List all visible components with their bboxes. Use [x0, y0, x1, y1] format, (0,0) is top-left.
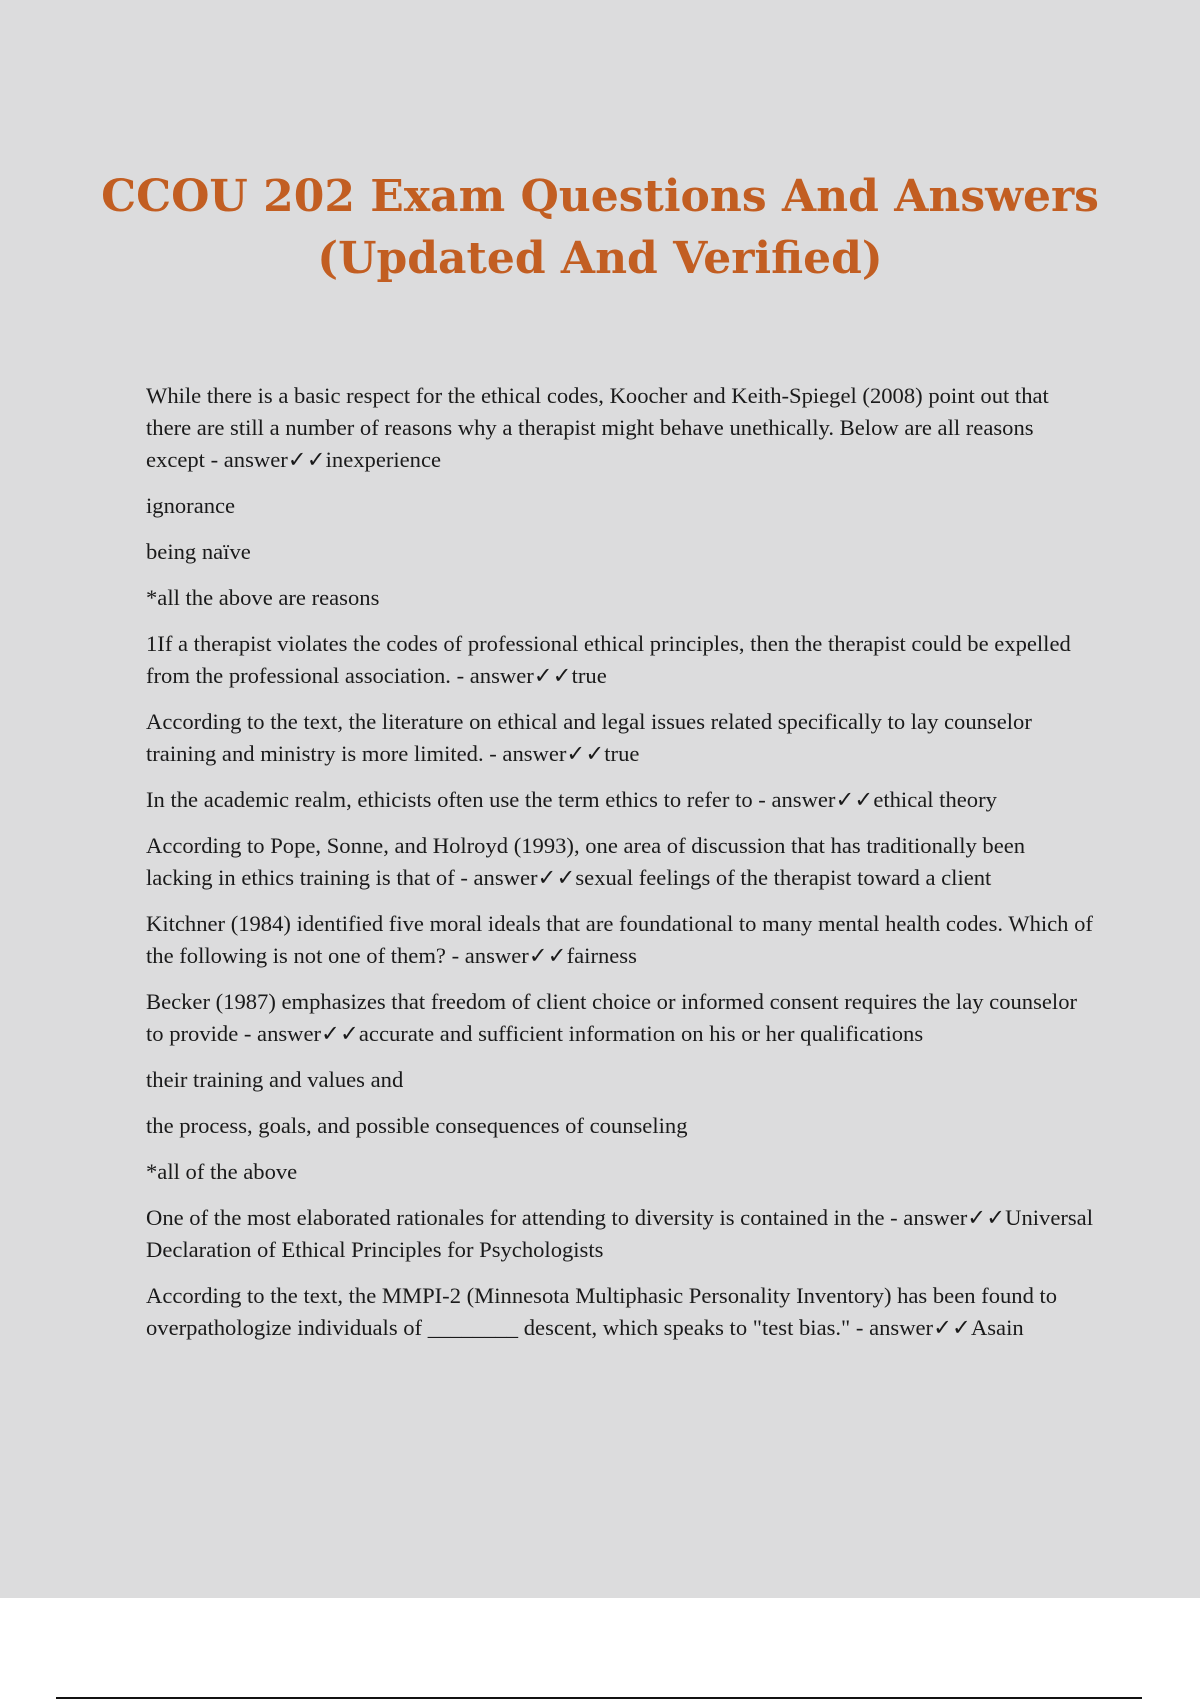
question-paragraph: According to the text, the literature on ethical and legal issues related specifically to lay counselor training and ministry is more limited. - answer✓✓true	[146, 709, 1032, 766]
question-paragraph: 1If a therapist violates the codes of professional ethical principles, then the therapist could be expelled from the professional association. - answer✓✓true	[146, 631, 1071, 688]
question-paragraph: Becker (1987) emphasizes that freedom of client choice or informed consent requires the lay counselor to provide - answer✓✓accurate and sufficient information on his or her qualifications	[146, 989, 1078, 1046]
footer-divider	[56, 1697, 1142, 1699]
answer-option: *all of the above	[146, 1159, 298, 1184]
question-paragraph: According to the text, the MMPI-2 (Minnesota Multiphasic Personality Inventory) has been found to overpathologize individuals of ________ descent, which speaks to "test bias." - answer✓✓Asain	[146, 1283, 1058, 1340]
title-line-2: (Updated And Verified)	[317, 233, 883, 284]
answer-option: *all the above are reasons	[146, 585, 380, 610]
question-paragraph: One of the most elaborated rationales for attending to diversity is contained in the - answer✓✓Universal Declaration of Ethical Principles for Psychologists	[146, 1205, 1093, 1262]
answer-option: ignorance	[146, 493, 236, 518]
document-title	[100, 166, 1100, 290]
answer-option: the process, goals, and possible consequences of counseling	[146, 1113, 688, 1138]
title-line-1: CCOU 202 Exam Questions And Answers	[101, 171, 1099, 222]
answer-option: being naïve	[146, 539, 251, 564]
question-paragraph: While there is a basic respect for the ethical codes, Koocher and Keith-Spiegel (2008) point out that there are still a number of reasons why a therapist might behave unethically. Below are all reasons except - answer✓✓inexperience	[146, 383, 1049, 472]
document-body	[146, 380, 1096, 1358]
question-paragraph: In the academic realm, ethicists often use the term ethics to refer to - answer✓✓ethical theory	[146, 787, 997, 812]
answer-option: their training and values and	[146, 1067, 404, 1092]
question-paragraph: According to Pope, Sonne, and Holroyd (1993), one area of discussion that has traditionally been lacking in ethics training is that of - answer✓✓sexual feelings of the therapist toward a client	[146, 833, 1026, 890]
question-paragraph: Kitchner (1984) identified five moral ideals that are foundational to many mental health codes. Which of the following is not one of them? - answer✓✓fairness	[146, 911, 1093, 968]
